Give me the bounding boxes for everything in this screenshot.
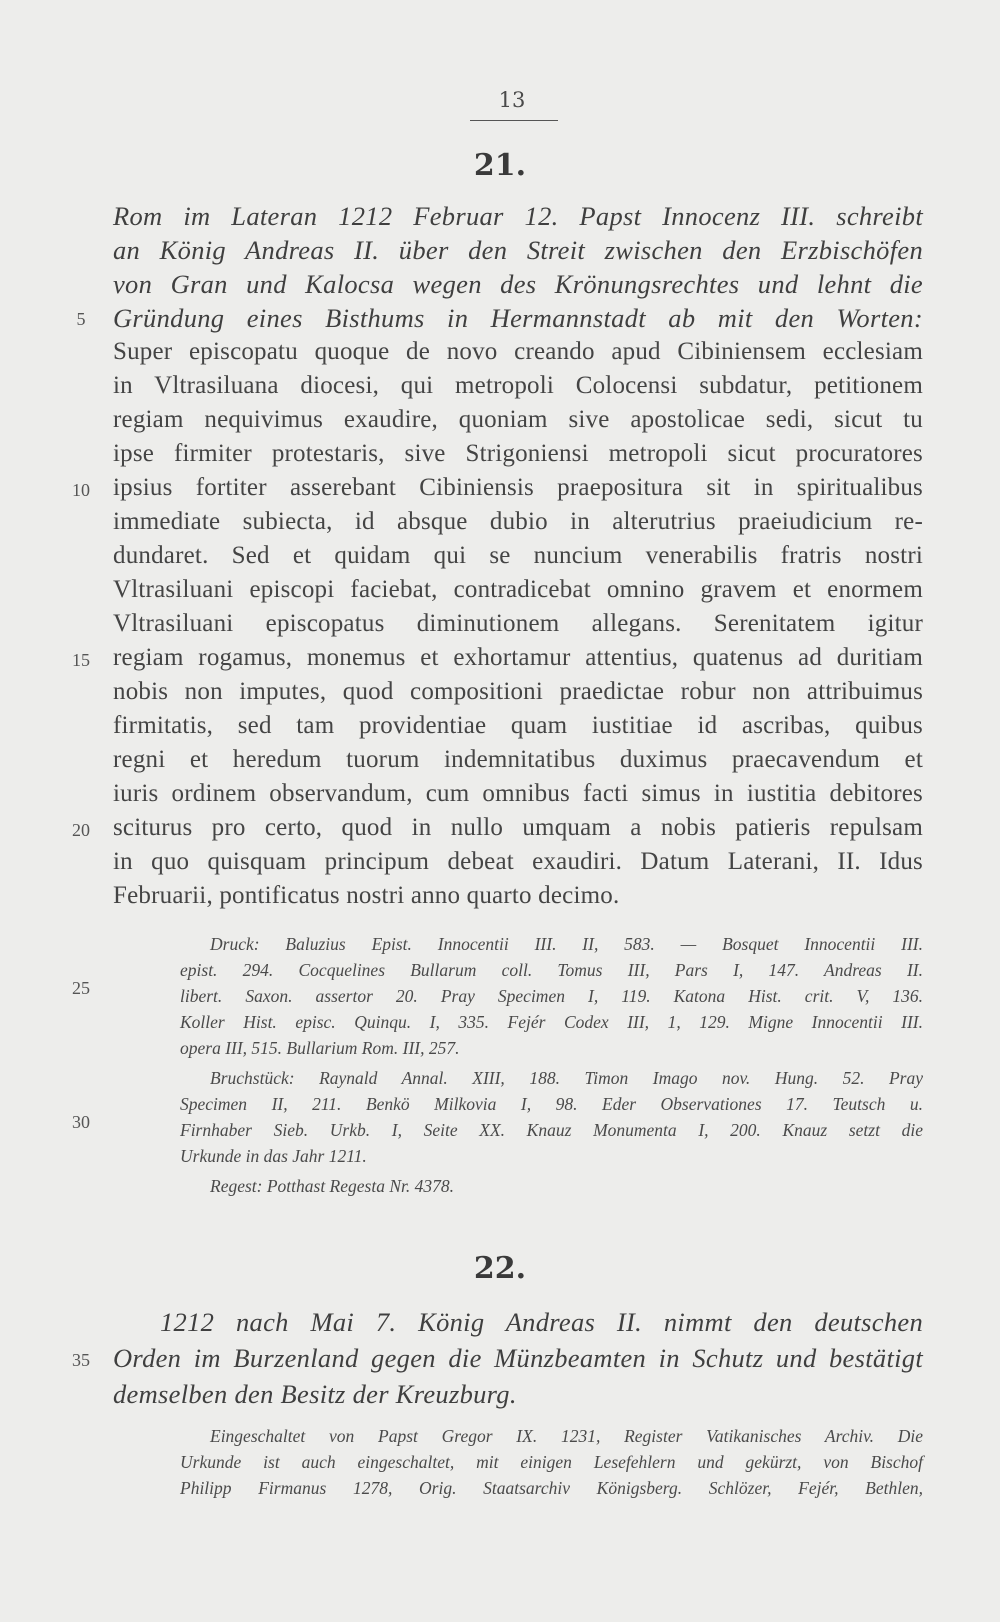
body-line: regiam nequivimus exaudire, quoniam sive apostolicae sedi, sicut tu bbox=[113, 406, 923, 433]
body-line: immediate subiecta, id absque dubio in alterutrius praeiudicium re- bbox=[113, 508, 923, 535]
page-number-rule bbox=[470, 120, 558, 121]
headnote-line: Rom im Lateran 1212 Februar 12. Papst Innocenz III. schreibt bbox=[113, 201, 923, 231]
headnote-line: 1212 nach Mai 7. König Andreas II. nimmt den deutschen bbox=[160, 1307, 923, 1337]
note-inserted-line: Philipp Firmanus 1278, Orig. Staatsarchiv Königsberg. Schlözer, Fejér, Bethlen, bbox=[180, 1478, 923, 1498]
body-line: regni et heredum tuorum indemnitatibus duximus praecavendum et bbox=[113, 746, 923, 773]
note-print-line: Koller Hist. episc. Quinqu. I, 335. Fejér Codex III, 1, 129. Migne Innocentii III. bbox=[180, 1012, 923, 1032]
note-inserted-line: Eingeschaltet von Papst Gregor IX. 1231, Register Vatikanisches Archiv. Die bbox=[210, 1426, 923, 1446]
document-number-22: 22. bbox=[473, 1251, 527, 1286]
headnote-line: demselben den Besitz der Kreuzburg. bbox=[113, 1379, 517, 1409]
headnote-line: an König Andreas II. über den Streit zwischen den Erzbischöfen bbox=[113, 235, 923, 265]
body-line: dundaret. Sed et quidam qui se nuncium venerabilis fratris nostri bbox=[113, 542, 923, 569]
line-number: 30 bbox=[72, 1112, 90, 1132]
body-line: nobis non imputes, quod compositioni praedictae robur non attribuimus bbox=[113, 678, 923, 705]
headnote-line: Gründung eines Bisthums in Hermannstadt ab mit den Worten: bbox=[113, 303, 923, 333]
line-number: 15 bbox=[72, 650, 90, 670]
body-line: sciturus pro certo, quod in nullo umquam a nobis patieris repulsam bbox=[113, 814, 923, 841]
note-fragment-line: Bruchstück: Raynald Annal. XIII, 188. Timon Imago nov. Hung. 52. Pray bbox=[210, 1068, 923, 1088]
line-number: 20 bbox=[72, 820, 90, 840]
note-fragment-line: Firnhaber Sieb. Urkb. I, Seite XX. Knauz Monumenta I, 200. Knauz setzt die bbox=[180, 1120, 923, 1140]
body-line: Super episcopatu quoque de novo creando apud Cibiniensem ecclesiam bbox=[113, 338, 923, 365]
note-fragment-line: Urkunde in das Jahr 1211. bbox=[180, 1146, 367, 1166]
note-print-line: epist. 294. Cocquelines Bullarum coll. Tomus III, Pars I, 147. Andreas II. bbox=[180, 960, 923, 980]
body-line: Februarii, pontificatus nostri anno quarto decimo. bbox=[113, 882, 620, 909]
headnote-line: von Gran und Kalocsa wegen des Krönungsrechtes und lehnt die bbox=[113, 269, 923, 299]
note-print-line: Druck: Baluzius Epist. Innocentii III. II, 583. — Bosquet Innocentii III. bbox=[210, 934, 923, 954]
body-line: in Vltrasiluana diocesi, qui metropoli Colocensi subdatur, petitionem bbox=[113, 372, 923, 399]
note-inserted-line: Urkunde ist auch eingeschaltet, mit einigen Lesefehlern und gekürzt, von Bischof bbox=[180, 1452, 923, 1472]
note-print-line: opera III, 515. Bullarium Rom. III, 257. bbox=[180, 1038, 460, 1058]
body-line: iuris ordinem observandum, cum omnibus facti simus in iustitia debitores bbox=[113, 780, 923, 807]
line-number: 25 bbox=[72, 978, 90, 998]
line-number: 35 bbox=[72, 1350, 90, 1370]
page-number: 13 bbox=[498, 88, 526, 112]
line-number: 10 bbox=[72, 480, 90, 500]
document-number-21: 21. bbox=[473, 148, 527, 183]
body-line: regiam rogamus, monemus et exhortamur attentius, quatenus ad duritiam bbox=[113, 644, 923, 671]
note-print-line: libert. Saxon. assertor 20. Pray Specimen I, 119. Katona Hist. crit. V, 136. bbox=[180, 986, 923, 1006]
body-line: ipsius fortiter asserebant Cibiniensis praepositura sit in spiritualibus bbox=[113, 474, 923, 501]
line-number: 5 bbox=[76, 309, 86, 329]
body-line: ipse firmiter protestaris, sive Strigoniensi metropoli sicut procuratores bbox=[113, 440, 923, 467]
body-line: firmitatis, sed tam providentiae quam iustitiae id ascribas, quibus bbox=[113, 712, 923, 739]
body-line: Vltrasiluani episcopatus diminutionem allegans. Serenitatem igitur bbox=[113, 610, 923, 637]
body-line: Vltrasiluani episcopi faciebat, contradicebat omnino gravem et enormem bbox=[113, 576, 923, 603]
note-fragment-line: Specimen II, 211. Benkö Milkovia I, 98. Eder Observationes 17. Teutsch u. bbox=[180, 1094, 923, 1114]
body-line: in quo quisquam principum debeat exaudiri. Datum Laterani, II. Idus bbox=[113, 848, 923, 875]
note-regest-line: Regest: Potthast Regesta Nr. 4378. bbox=[210, 1176, 455, 1196]
headnote-line: Orden im Burzenland gegen die Münzbeamten in Schutz und bestätigt bbox=[113, 1343, 923, 1373]
